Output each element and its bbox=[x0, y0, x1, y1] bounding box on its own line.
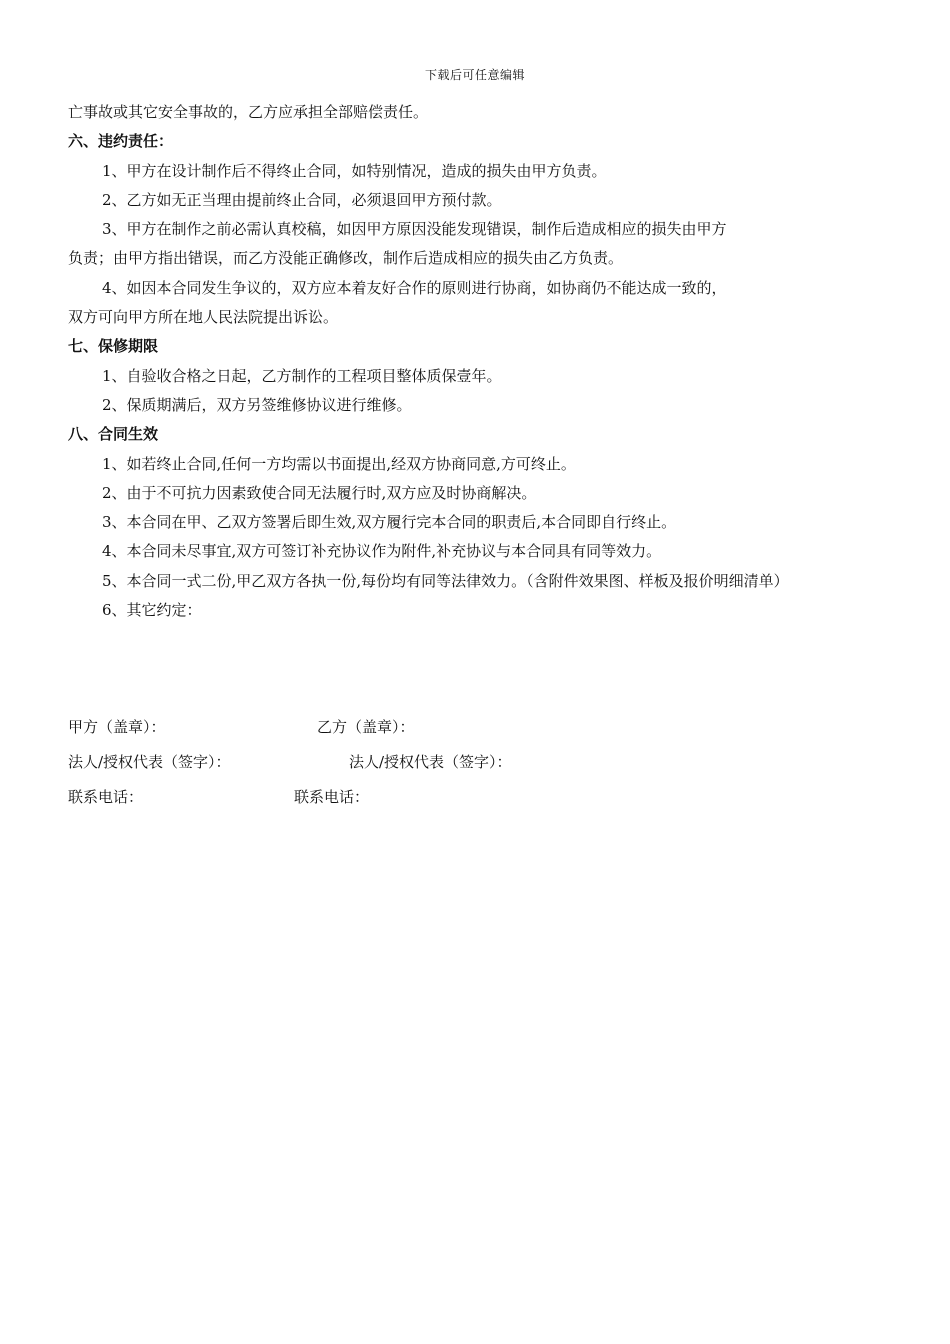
body-line: 亡事故或其它安全事故的，乙方应承担全部赔偿责任。 bbox=[68, 103, 429, 121]
clause-line: 3、本合同在甲、乙双方签署后即生效,双方履行完本合同的职责后,本合同即自行终止。 bbox=[102, 513, 677, 532]
clause-line: 4、本合同未尽事宜,双方可签订补充协议作为附件,补充协议与本合同具有同等效力。 bbox=[102, 542, 662, 561]
party-b-seal-label: 乙方（盖章）： bbox=[317, 718, 415, 736]
party-a-rep-label: 法人/授权代表（签字）： bbox=[68, 753, 231, 771]
party-a-seal-label: 甲方（盖章）： bbox=[68, 718, 166, 736]
section-heading: 六、违约责任： bbox=[68, 132, 174, 151]
clause-continuation: 负责；由甲方指出错误，而乙方没能正确修改，制作后造成相应的损失由乙方负责。 bbox=[68, 249, 624, 268]
clause-line: 5、本合同一式二份,甲乙双方各执一份,每份均有同等法律效力。（含附件效果图、样板及报价明细清单） bbox=[102, 571, 789, 590]
party-b-phone-label: 联系电话： bbox=[294, 788, 370, 806]
section-heading: 七、保修期限 bbox=[68, 337, 159, 356]
page-header-note: 下载后可任意编辑 bbox=[424, 68, 525, 82]
clause-line: 1、自验收合格之日起，乙方制作的工程项目整体质保壹年。 bbox=[102, 366, 502, 385]
section-heading: 八、合同生效 bbox=[68, 425, 159, 444]
clause-continuation: 双方可向甲方所在地人民法院提出诉讼。 bbox=[68, 308, 339, 327]
clause-line: 2、由于不可抗力因素致使合同无法履行时,双方应及时协商解决。 bbox=[102, 483, 537, 502]
clause-line: 3、甲方在制作之前必需认真校稿，如因甲方原因没能发现错误，制作后造成相应的损失由甲方 bbox=[102, 220, 727, 239]
party-a-phone-label: 联系电话： bbox=[68, 788, 144, 806]
contract-body bbox=[68, 98, 888, 625]
clause-line: 2、保质期满后，双方另签维修协议进行维修。 bbox=[102, 395, 412, 414]
party-b-rep-label: 法人/授权代表（签字）： bbox=[349, 753, 512, 771]
clause-line: 4、如因本合同发生争议的，双方应本着友好合作的原则进行协商，如协商仍不能达成一致的， bbox=[102, 278, 727, 297]
clause-line: 6、其它约定： bbox=[102, 601, 202, 620]
clause-line: 1、甲方在设计制作后不得终止合同，如特别情况，造成的损失由甲方负责。 bbox=[102, 161, 607, 180]
clause-line: 2、乙方如无正当理由提前终止合同，必须退回甲方预付款。 bbox=[102, 190, 502, 209]
clause-line: 1、如若终止合同,任何一方均需以书面提出,经双方协商同意,方可终止。 bbox=[102, 454, 576, 473]
